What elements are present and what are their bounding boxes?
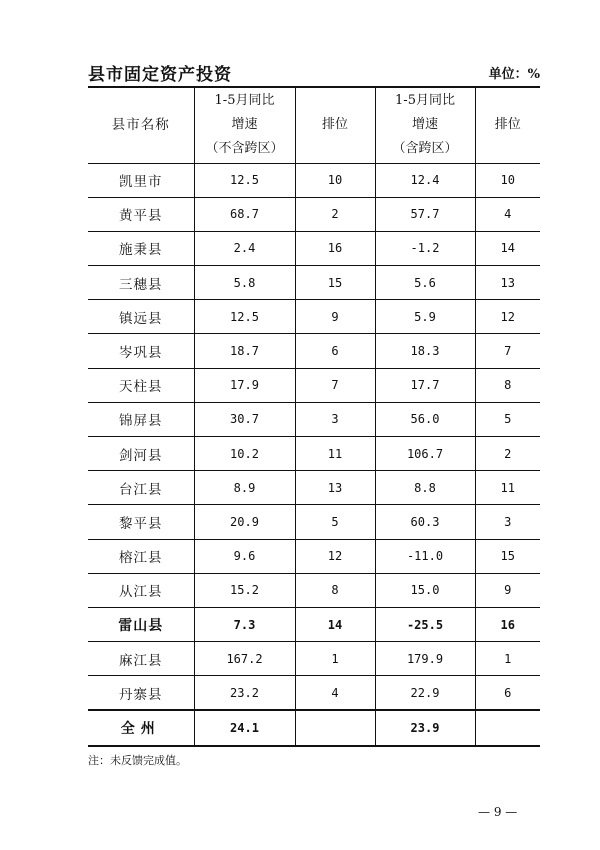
growth-excl-value: 167.2 bbox=[194, 642, 295, 676]
table-header-row bbox=[88, 87, 540, 163]
investment-table bbox=[88, 86, 540, 747]
growth-excl-value: 7.3 bbox=[194, 607, 295, 641]
growth-excl-value: 18.7 bbox=[194, 334, 295, 368]
col-header-growth-incl-line1: 1-5月同比 bbox=[395, 93, 455, 109]
page-number: — 9 — bbox=[478, 805, 518, 819]
table-row bbox=[88, 402, 540, 436]
growth-excl-value: 68.7 bbox=[194, 197, 295, 231]
rank-incl-value: 5 bbox=[475, 402, 540, 436]
rank-incl-value: 1 bbox=[475, 642, 540, 676]
rank-excl-value: 14 bbox=[295, 607, 375, 641]
growth-incl-value: 56.0 bbox=[375, 402, 475, 436]
rank-incl-value: 3 bbox=[475, 505, 540, 539]
page-title: 县市固定资产投资 bbox=[88, 65, 232, 85]
rank-incl-value: 4 bbox=[475, 197, 540, 231]
rank-incl-value: 13 bbox=[475, 266, 540, 300]
col-header-growth-excl bbox=[194, 87, 295, 163]
table-row bbox=[88, 573, 540, 607]
rank-excl-value: 1 bbox=[295, 642, 375, 676]
rank-incl-value: 9 bbox=[475, 573, 540, 607]
rank-incl-value: 2 bbox=[475, 437, 540, 471]
growth-incl-value: 22.9 bbox=[375, 676, 475, 710]
county-name: 从江县 bbox=[88, 573, 194, 607]
growth-excl-value: 17.9 bbox=[194, 368, 295, 402]
rank-incl-value: 11 bbox=[475, 471, 540, 505]
rank-incl-value: 6 bbox=[475, 676, 540, 710]
rank-incl-value: 7 bbox=[475, 334, 540, 368]
county-name: 天柱县 bbox=[88, 368, 194, 402]
header bbox=[88, 60, 540, 86]
unit-label: 单位：% bbox=[488, 67, 540, 82]
county-name: 岑巩县 bbox=[88, 334, 194, 368]
growth-excl-value: 15.2 bbox=[194, 573, 295, 607]
rank-excl-value: 5 bbox=[295, 505, 375, 539]
col-header-growth-excl-line3: （不含跨区） bbox=[205, 141, 284, 157]
county-name: 镇远县 bbox=[88, 300, 194, 334]
col-header-growth-excl-line2: 增速 bbox=[231, 117, 258, 133]
rank-incl-value: 10 bbox=[475, 163, 540, 197]
col-header-name: 县市名称 bbox=[88, 87, 194, 163]
growth-incl-value: 60.3 bbox=[375, 505, 475, 539]
total-growth-excl-value: 24.1 bbox=[194, 710, 295, 746]
rank-incl-value: 14 bbox=[475, 231, 540, 265]
growth-incl-value: 5.6 bbox=[375, 266, 475, 300]
total-growth-incl-value: 23.9 bbox=[375, 710, 475, 746]
table-row bbox=[88, 676, 540, 710]
growth-incl-value: 8.8 bbox=[375, 471, 475, 505]
growth-incl-value: 106.7 bbox=[375, 437, 475, 471]
growth-incl-value: 179.9 bbox=[375, 642, 475, 676]
growth-incl-value: 18.3 bbox=[375, 334, 475, 368]
rank-excl-value: 9 bbox=[295, 300, 375, 334]
col-header-growth-incl bbox=[375, 87, 475, 163]
col-header-growth-incl-line3: （含跨区） bbox=[392, 141, 458, 157]
growth-incl-value: -1.2 bbox=[375, 231, 475, 265]
rank-excl-value: 4 bbox=[295, 676, 375, 710]
growth-excl-value: 5.8 bbox=[194, 266, 295, 300]
table-row bbox=[88, 368, 540, 402]
rank-excl-value: 10 bbox=[295, 163, 375, 197]
footnote: 注：未反馈完成值。 bbox=[88, 754, 187, 767]
growth-incl-value: 12.4 bbox=[375, 163, 475, 197]
growth-excl-value: 30.7 bbox=[194, 402, 295, 436]
rank-excl-value: 11 bbox=[295, 437, 375, 471]
county-name: 三穗县 bbox=[88, 266, 194, 300]
table-row bbox=[88, 505, 540, 539]
county-name: 丹寨县 bbox=[88, 676, 194, 710]
table-row bbox=[88, 334, 540, 368]
growth-excl-value: 8.9 bbox=[194, 471, 295, 505]
rank-excl-value: 3 bbox=[295, 402, 375, 436]
county-name: 施秉县 bbox=[88, 231, 194, 265]
rank-excl-value: 2 bbox=[295, 197, 375, 231]
county-name: 剑河县 bbox=[88, 437, 194, 471]
rank-incl-value: 16 bbox=[475, 607, 540, 641]
growth-excl-value: 12.5 bbox=[194, 163, 295, 197]
growth-excl-value: 9.6 bbox=[194, 539, 295, 573]
growth-incl-value: 15.0 bbox=[375, 573, 475, 607]
growth-incl-value: 17.7 bbox=[375, 368, 475, 402]
growth-incl-value: -11.0 bbox=[375, 539, 475, 573]
county-name: 麻江县 bbox=[88, 642, 194, 676]
table-row bbox=[88, 300, 540, 334]
table-row bbox=[88, 163, 540, 197]
growth-incl-value: 57.7 bbox=[375, 197, 475, 231]
rank-excl-value: 6 bbox=[295, 334, 375, 368]
rank-excl-value: 16 bbox=[295, 231, 375, 265]
col-header-growth-incl-line2: 增速 bbox=[411, 117, 438, 133]
table-row bbox=[88, 266, 540, 300]
county-name: 雷山县 bbox=[88, 607, 194, 641]
county-name: 黄平县 bbox=[88, 197, 194, 231]
growth-excl-value: 20.9 bbox=[194, 505, 295, 539]
table-row bbox=[88, 471, 540, 505]
rank-excl-value: 8 bbox=[295, 573, 375, 607]
table-row bbox=[88, 197, 540, 231]
county-name: 台江县 bbox=[88, 471, 194, 505]
col-header-rank-excl: 排位 bbox=[295, 87, 375, 163]
growth-excl-value: 23.2 bbox=[194, 676, 295, 710]
rank-excl-value: 7 bbox=[295, 368, 375, 402]
county-name: 凯里市 bbox=[119, 174, 163, 191]
rank-incl-value: 15 bbox=[475, 539, 540, 573]
rank-incl-value: 12 bbox=[475, 300, 540, 334]
table-row bbox=[88, 231, 540, 265]
table-row bbox=[88, 539, 540, 573]
rank-excl-value: 13 bbox=[295, 471, 375, 505]
growth-excl-value: 10.2 bbox=[194, 437, 295, 471]
growth-incl-value: -25.5 bbox=[375, 607, 475, 641]
table-total-row bbox=[88, 710, 540, 746]
total-rank-incl-value bbox=[475, 710, 540, 746]
col-header-growth-excl-line1: 1-5月同比 bbox=[214, 93, 275, 109]
county-name: 锦屏县 bbox=[88, 402, 194, 436]
county-name: 榕江县 bbox=[88, 539, 194, 573]
growth-incl-value: 5.9 bbox=[375, 300, 475, 334]
growth-excl-value: 2.4 bbox=[194, 231, 295, 265]
table-row bbox=[88, 437, 540, 471]
total-name: 全州 bbox=[88, 710, 194, 746]
total-rank-excl-value bbox=[295, 710, 375, 746]
rank-excl-value: 15 bbox=[295, 266, 375, 300]
growth-excl-value: 12.5 bbox=[194, 300, 295, 334]
rank-incl-value: 8 bbox=[475, 368, 540, 402]
col-header-rank-incl: 排位 bbox=[475, 87, 540, 163]
table-row-highlighted bbox=[88, 607, 540, 641]
table-row bbox=[88, 642, 540, 676]
county-name: 黎平县 bbox=[88, 505, 194, 539]
rank-excl-value: 12 bbox=[295, 539, 375, 573]
